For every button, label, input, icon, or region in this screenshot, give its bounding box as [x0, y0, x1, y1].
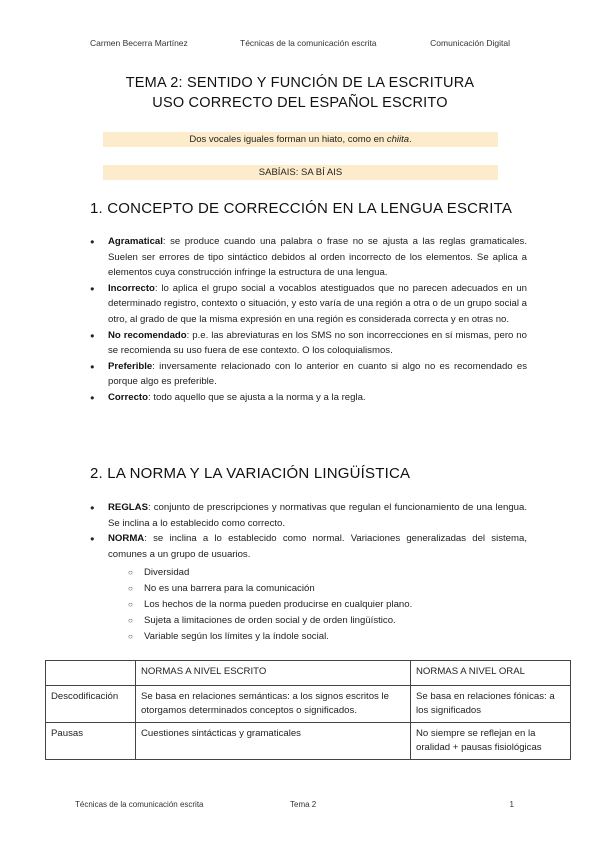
list-item [90, 281, 527, 328]
page-header [90, 38, 510, 50]
list-item [90, 234, 527, 281]
document-title-line2: USO CORRECTO DEL ESPAÑOL ESCRITO [152, 95, 448, 111]
hiato-note-prefix: Dos vocales iguales forman un hiato, como en [189, 134, 387, 145]
table-row [46, 723, 571, 760]
table-cell: Cuestiones sintácticas y gramaticales [136, 723, 411, 760]
section1-heading: 1. CONCEPTO DE CORRECCIÓN EN LA LENGUA ESCRITA [90, 200, 513, 217]
hiato-note-suffix: . [409, 134, 412, 145]
table-header-row [46, 661, 571, 686]
list-item [90, 500, 527, 531]
table-cell: Descodificación [46, 686, 136, 723]
sublist-item: ○ Variable según los límites y la índole social. [128, 629, 412, 645]
term-definition: : se produce cuando una palabra o frase no se ajusta a las reglas gramaticales. Suelen ser errores de tipo sintáctico debidos al orden incorrecto de los elementos. Se aplica a elementos cuya construcción infringe la estructura de una lengua. [108, 236, 527, 279]
page-number: 1 [509, 800, 514, 809]
table-header-oral: NORMAS A NIVEL ORAL [411, 661, 571, 686]
hiato-note-example: chiita [386, 134, 410, 145]
document-title-line1: TEMA 2: SENTIDO Y FUNCIÓN DE LA ESCRITURA [125, 75, 475, 91]
hiato-note [103, 132, 498, 147]
table-cell: Pausas [46, 723, 136, 760]
sublist-item: ○ No es una barrera para la comunicación [128, 581, 412, 597]
term-norma: NORMA [108, 533, 145, 545]
page-footer [75, 800, 514, 812]
sublist-item: ○ Sujeta a limitaciones de orden social y de orden lingüístico. [128, 613, 412, 629]
term-definition: : todo aquello que se ajusta a la norma y a la regla. [147, 391, 366, 403]
table-cell: Se basa en relaciones semánticas: a los signos escritos le otorgamos determinados conceptos o significados. [136, 686, 411, 723]
list-item [90, 531, 527, 562]
header-degree: Comunicación Digital [430, 38, 510, 48]
sublist-item: ○ Los hechos de la norma pueden producirse en cualquier plano. [128, 597, 412, 613]
footer-topic: Tema 2 [290, 800, 317, 809]
term-incorrecto: Incorrecto [108, 282, 155, 294]
norms-table [45, 660, 571, 760]
table-header-empty [46, 661, 136, 686]
term-agramatical: Agramatical [108, 236, 163, 247]
term-definition: : inversamente relacionado con lo anterior en cuanto si algo no es recomendado es porque algo es preferible. [108, 360, 527, 388]
term-preferible: Preferible [108, 360, 153, 372]
term-definition: : p.e. las abreviaturas en los SMS no son incorrecciones en sí mismas, pero no se recomienda su uso fuera de ese contexto. O los coloquialismos. [108, 329, 527, 357]
term-definition: : se inclina a lo establecido como normal. Variaciones generalizadas del sistema, comunes a un grupo de usuarios. [108, 533, 527, 560]
section1-list [90, 234, 527, 406]
section2-heading: 2. LA NORMA Y LA VARIACIÓN LINGÜÍSTICA [90, 465, 411, 482]
table-cell: Se basa en relaciones fónicas: a los significados [411, 686, 571, 723]
term-no-recomendado: No recomendado [108, 329, 187, 341]
list-item [90, 390, 527, 406]
list-item [90, 328, 527, 359]
term-definition: : lo aplica el grupo social a vocablos atestiguados que no parecen adecuados en un determinado registro, contexto o situación, y esto varía de una región a otra o de un grupo social a otro, al grado de que la misma expresión en una región es considerada correcta y en otras no. [108, 282, 527, 325]
table-header-written: NORMAS A NIVEL ESCRITO [136, 661, 411, 686]
term-correcto: Correcto [108, 391, 148, 403]
table-row [46, 686, 571, 723]
term-definition: : conjunto de prescripciones y normativas que regulan el funcionamiento de una lengua. Se inclina a lo establecido como correcto. [108, 502, 527, 529]
footer-subject: Técnicas de la comunicación escrita [75, 800, 204, 809]
norma-sublist [128, 565, 412, 645]
header-subject: Técnicas de la comunicación escrita [240, 38, 377, 48]
sublist-item: ○ Diversidad [128, 565, 412, 581]
sabiais-note: SABÍAIS: SA BÍ AIS [103, 165, 498, 180]
list-item [90, 359, 527, 390]
term-reglas: REGLAS [108, 502, 148, 513]
section2-list [90, 500, 527, 562]
table-cell: No siempre se reflejan en la oralidad + pausas fisiológicas [411, 723, 571, 760]
header-author: Carmen Becerra Martínez [90, 38, 188, 48]
